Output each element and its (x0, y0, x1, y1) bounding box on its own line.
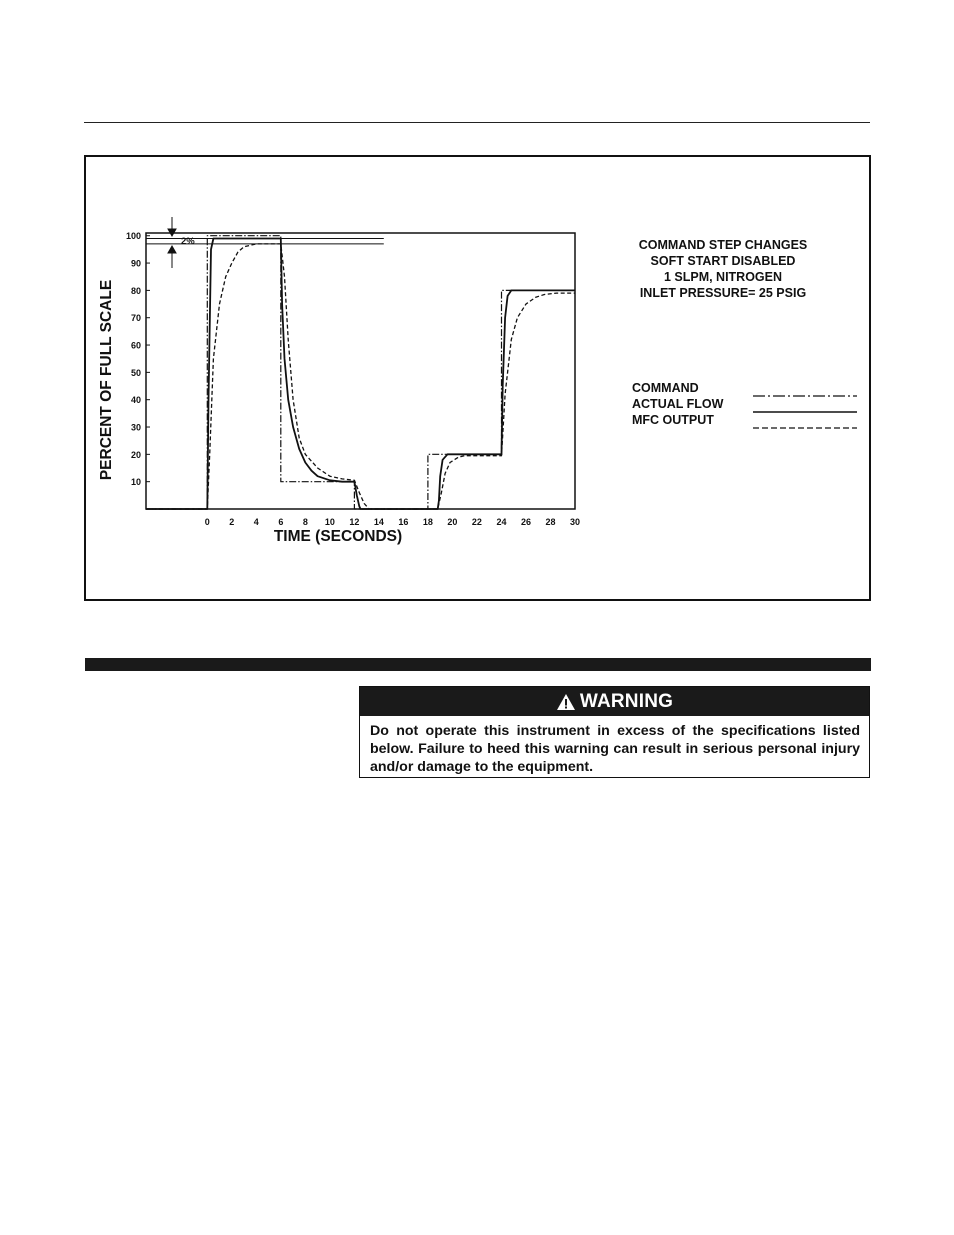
x-tick-label: 24 (496, 517, 507, 527)
warning-triangle-icon (556, 693, 576, 711)
warning-box (359, 686, 870, 778)
y-tick-label: 80 (130, 285, 141, 296)
section-divider-bar (85, 658, 871, 671)
legend-label-mfc-output: MFC OUTPUT (632, 413, 714, 427)
x-tick-label: 22 (471, 517, 482, 527)
legend-label-actual-flow: ACTUAL FLOW (632, 397, 724, 411)
step-response-chart (86, 157, 869, 599)
warning-title: WARNING (579, 690, 674, 712)
x-tick-label: 28 (545, 517, 556, 527)
x-tick-label: 2 (229, 517, 235, 527)
x-tick-label: 12 (349, 517, 360, 527)
chart-title (639, 238, 808, 300)
x-tick-label: 20 (447, 517, 458, 527)
x-tick-label: 4 (253, 517, 259, 527)
series-actual-flow-line (146, 239, 575, 510)
y-tick-label: 30 (130, 422, 141, 433)
chart-title-line: INLET PRESSURE= 25 PSIG (639, 286, 807, 300)
chart-title-line: SOFT START DISABLED (650, 254, 796, 268)
chart-title-line: 1 SLPM, NITROGEN (663, 270, 783, 284)
y-tick-label: 100 (125, 231, 141, 242)
y-tick-label: 10 (130, 477, 141, 488)
x-tick-label: 14 (373, 517, 384, 527)
warning-header (360, 687, 869, 716)
y-tick-label: 60 (130, 340, 141, 351)
x-tick-label: 6 (278, 517, 284, 527)
header-rule (84, 122, 870, 123)
x-tick-label: 26 (520, 517, 531, 527)
y-tick-label: 70 (130, 313, 141, 324)
y-tick-label: 50 (130, 367, 141, 378)
band-arrows (168, 217, 176, 268)
x-tick-label: 30 (569, 517, 581, 527)
chart-figure (84, 155, 871, 601)
x-axis-label: TIME (SECONDS) (273, 528, 403, 545)
legend (632, 381, 857, 428)
x-tick-label: 8 (302, 517, 308, 527)
x-tick-label: 18 (422, 517, 433, 527)
y-axis-label: PERCENT OF FULL SCALE (98, 279, 115, 481)
y-tick-label: 90 (130, 258, 141, 269)
warning-text: Do not operate this instrument in excess of the specifications listed below. Failure to heed this warning can result in serious personal injury and/or damage to the equipment. (370, 723, 860, 775)
y-tick-label: 20 (130, 449, 141, 460)
x-tick-label: 10 (324, 517, 335, 527)
x-tick-label: 16 (398, 517, 409, 527)
x-tick-label: 0 (204, 517, 210, 527)
y-tick-label: 40 (130, 395, 141, 406)
legend-label-command: COMMAND (632, 381, 699, 395)
chart-title-line: COMMAND STEP CHANGES (638, 238, 808, 252)
band-label: 2% (181, 236, 195, 247)
